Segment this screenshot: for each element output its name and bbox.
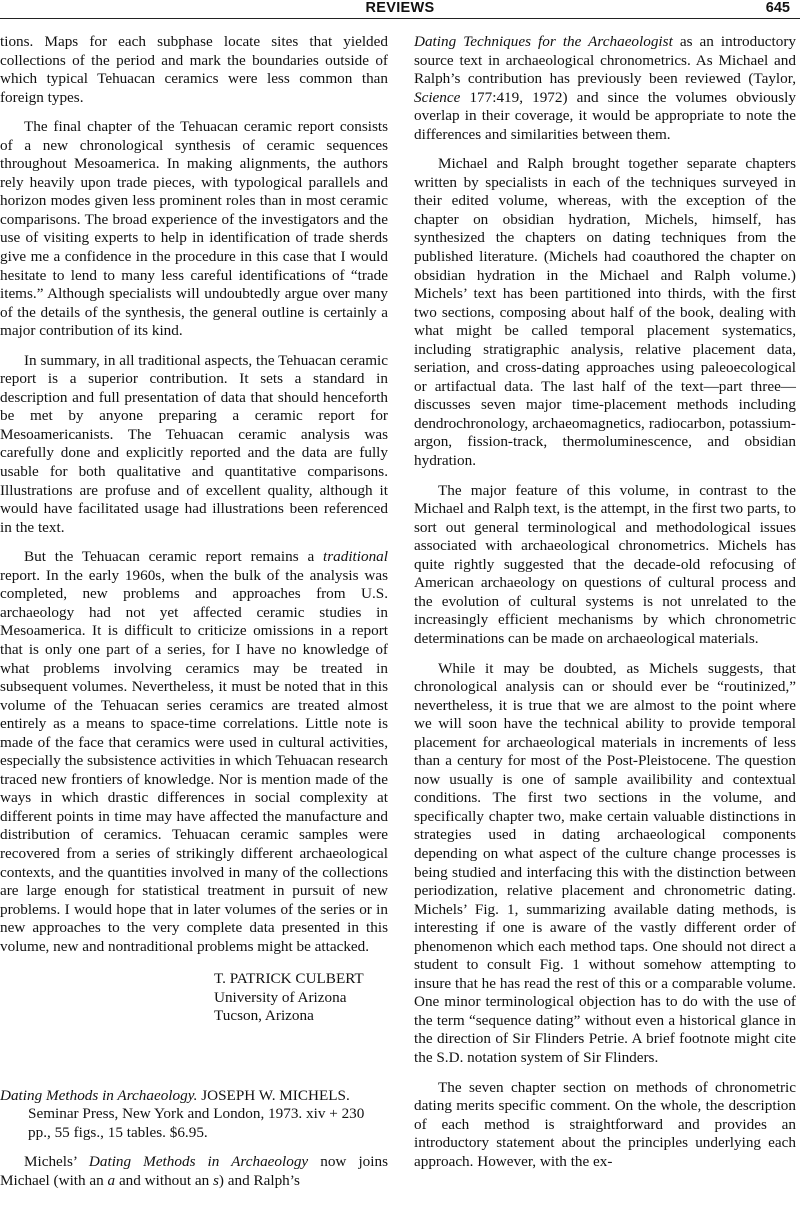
paragraph — [414, 33, 796, 144]
page-number: 645 — [765, 0, 790, 16]
emphasis: s — [213, 1171, 219, 1189]
book-title: Dating Methods in Archaeology. — [0, 1086, 198, 1104]
paragraph: tions. Maps for each subphase locate sites that yielded collections of the period and mark the boundaries outside of which typical Tehuacan ceramics were less common than foreign types. — [0, 33, 388, 106]
text-run: report. In the early 1960s, when the bulk of the analysis was completed, new problems and approaches from U.S. archaeology had not yet affected ceramic studies in Mesoamerica. It is difficult to criticize omissions in a report that is only one part of a series, for I have no knowledge of what problems involving ceramics may be treated in subsequent volumes. Nevertheless, it must be noted that in this volume of the Tehuacan series ceramics are treated almost entirely as a means to space-time correlations. Little note is made of the face that ceramics were used in cultural activities, especially the subsistence activities in which Tehuacan research traced new frontiers of knowledge. Nor is mention made of the ways in which drastic differences in social complexity at different points in time may have affected the manufacture and distribution of ceramics. Tehuacan ceramic samples were recovered from a series of strikingly different archaeological contexts, and the quantities involved in many of the collections are large enough for statistical treatment in pursuit of new problems. I would hope that in later volumes of the series or in new approaches to the very complete data presented in this volume, new and nontraditional problems might be attacked. — [0, 566, 388, 955]
emphasis: a — [107, 1171, 116, 1189]
emphasis: traditional — [323, 548, 388, 566]
emphasis: Science — [414, 88, 461, 106]
text-run: and without an — [115, 1171, 213, 1189]
citation-details: JOSEPH W. MICHELS. Seminar Press, New York and London, 1973. xiv + 230 pp., 55 figs., 15 tables. $6.95. — [28, 1086, 365, 1141]
emphasis: Dating Methods in Archaeology — [88, 1153, 309, 1171]
reviewer-affiliation: University of Arizona — [214, 988, 347, 1006]
paragraph: The seven chapter section on methods of chronometric dating merits specific comment. On the whole, the description of each method is straightforward and provides an introductory statement about the principles underlying each approach. However, with the ex- — [414, 1078, 796, 1170]
paragraph: While it may be doubted, as Michels suggests, that chronological analysis can or should ever be “routinized,” nevertheless, it is true that we are almost to the point where we will soon have the technical ability to provide temporal placement for archaeological materials in increments of less than a century for most of the Post-Pleistocene. The question now usually is one of sample availibility and contextual conditions. The first two sections in the volume, and specifically chapter two, make certain valuable distinctions in strategies used in dating archaeological components depending on what aspect of the culture change processes is being studied and interfacing this with the distinction between periodization, relative placement and chronometric dating. Michels’ Fig. 1, summarizing available dating methods, is interesting if one is aware of the vastly different order of phenomenon which each method taps. One should not direct a student to consult Fig. 1 without somehow attempting to insure that he has read the rest of this or a comparable volume. One minor terminological objection has to do with the use of the term “sequence dating” without even a historical glance in the direction of Sir Flinders Petrie. A brief footnote might cite the S.D. notation system of Sir Flinders. — [414, 659, 796, 1066]
text-run: 177:419, 1972) and since the volumes obviously overlap in their coverage, it would be appropriate to note the differences and similarities between them. — [414, 88, 796, 143]
paragraph — [0, 1153, 388, 1190]
reviewer-location: Tucson, Arizona — [214, 1007, 314, 1025]
book-citation — [0, 1087, 388, 1143]
paragraph: In summary, in all traditional aspects, the Tehuacan ceramic report is a superior contribution. It sets a standard in description and full presentation of data that should henceforth be met by anyone preparing a ceramic report for Mesoamericanists. The Tehuacan ceramic analysis was carefully done and explicitly reported and the data are fully usable for both qualitative and quantitative comparisons. Illustrations are profuse and of excellent quality, although it would have facilitated usage had illustrations been referenced in the text. — [0, 351, 388, 536]
text-run: ) and Ralph’s — [218, 1171, 300, 1189]
text-run: now joins Michael (with an — [0, 1153, 388, 1189]
paragraph: The final chapter of the Tehuacan ceramic report consists of a new chronological synthesis of ceramic sequences throughout Mesoamerica. In making alignments, the authors rely heavily upon trade pieces, with typological parallels and horizon modes given less prominent roles than in most ceramic comparisons. The broad experience of the investigators and the use of visiting experts to help in identification of trade sherds give me a confidence in the procedure in this case that I would hesitate to lend to many less careful identifications of “trade items.” Although specialists will undoubtedly argue over many of the details of the synthesis, the general outline is certainly a major contribution of its kind. — [0, 118, 388, 340]
text-run: But the Tehuacan ceramic report remains a — [24, 548, 324, 566]
section-title: REVIEWS — [365, 0, 435, 16]
header-rule — [0, 18, 800, 19]
reviewer-name: T. PATRICK CULBERT — [214, 970, 364, 988]
emphasis: Dating Techniques for the Archaeologist — [414, 33, 673, 50]
text-run: Michels’ — [24, 1153, 89, 1171]
paragraph — [0, 548, 388, 956]
running-header — [0, 0, 800, 17]
left-column — [0, 33, 388, 1190]
paragraph: The major feature of this volume, in contrast to the Michael and Ralph text, is the attempt, in the first two parts, to sort out general terminological and methodological issues associated with archaeological chronometrics. Michels has quite rightly suggested that the decade-old refocusing of American archaeology on questions of cultural process and the evolution of cultural systems is not unrelated to the increasingly efficient mechanisms by which chronometric determinations can be made on archaeological materials. — [414, 481, 796, 647]
right-column — [414, 33, 796, 1171]
text-run: as an introductory source text in archaeological chronometrics. As Michael and Ralph’s contribution has previously been reviewed (Taylor, — [414, 33, 796, 88]
paragraph: Michael and Ralph brought together separate chapters written by specialists in each of the techniques surveyed in their edited volume, whereas, with the exception of the chapter on obsidian hydration, Michels, himself, has synthesized the chapters on dating techniques from the published literature. (Michels had coauthored the chapter on obsidian hydration in the Michael and Ralph volume.) Michels’ text has been partitioned into thirds, with the first two sections, composing about half of the book, dealing with what might be called temporal placement systematics, including stratigraphic analysis, relative placement data, seriation, and cross-dating approaches using paleoecological or artifactual data. The last half of the text—part three—discusses seven major time-placement methods including dendrochronology, archaeomagnetics, radiocarbon, potassium-argon, fission-track, thermoluminescence, and obsidian hydration. — [414, 155, 796, 470]
reviewer-signature — [0, 970, 388, 1026]
